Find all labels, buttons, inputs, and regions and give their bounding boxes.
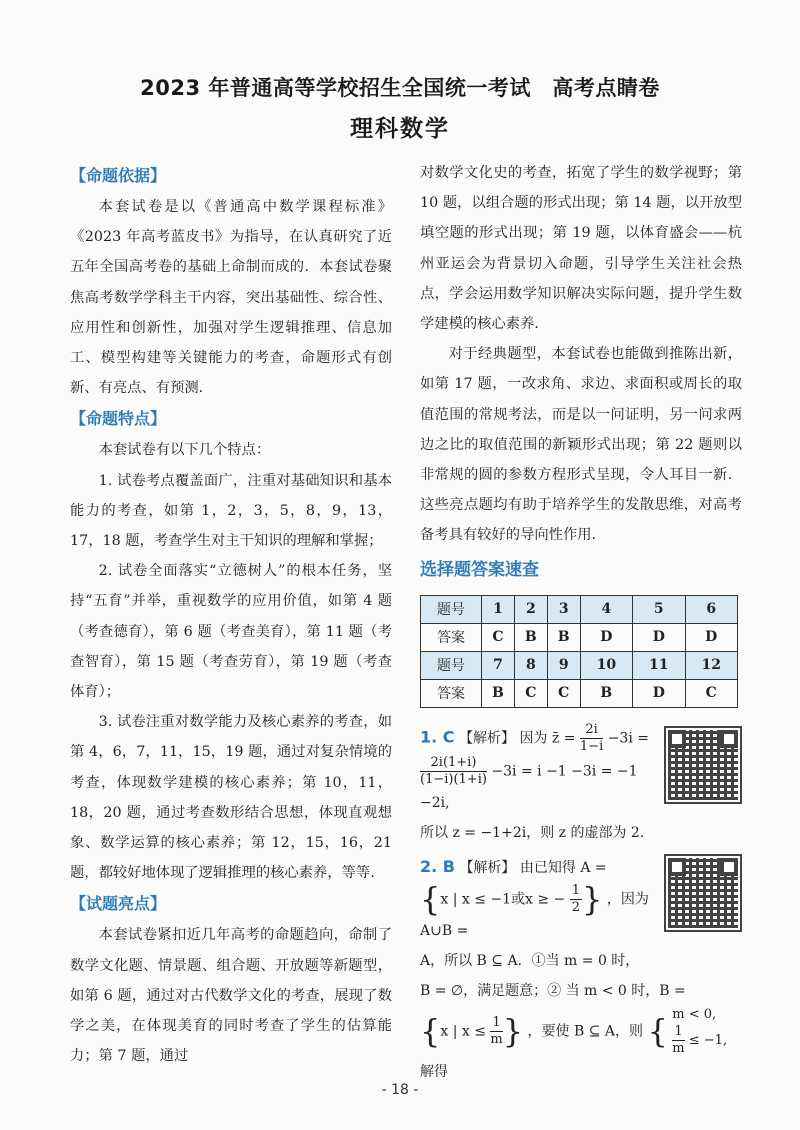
table-cell-label: 答案 [421,623,482,651]
table-cell: 4 [580,595,632,623]
qr-code-icon[interactable] [666,728,740,802]
solution-tag: 【解析】 [459,859,516,876]
table-cell: B [580,679,632,707]
table-cell: 11 [633,651,685,679]
table-cell: B [482,679,515,707]
table-cell: 9 [547,651,580,679]
table-cell: D [580,623,632,651]
table-cell: D [633,679,685,707]
table-cell: 5 [633,595,685,623]
solution-tag: 【解析】 [458,730,515,747]
paragraph-features-intro: 本套试卷有以下几个特点： [98,442,271,459]
fraction: $\frac{2i}{1-i}$ [579,721,604,754]
page-number: - 18 - [381,1082,419,1098]
fraction: $\frac{1}{2}$ [571,882,581,915]
right-column [420,158,742,1087]
section-heading-features: 【命题特点】 [70,409,167,429]
paragraph-classic: 对于经典题型，本套试卷也能做到推陈出新，如第 17 题，一改求角、求边、求面积或周长的取值范围的常规考法，而是以一问证明，另一问求两边之比的取值范围的新颖形式出现；第 22 题则以非常规的圆的参数方程形式呈现，令人耳目一新．这些亮点题均有助于培养学生的发散思维，对高考备考具有较好的导向性作用． [420,346,742,544]
table-row [421,679,738,707]
solution-2: 2. B 【解析】 由已知得 A = {x | x ≤ −1或x ≥ − $\frac{1}{2}$ } ，因为 A∪B = A，所以 B ⊆ A．①当 m = 0 时， B = ∅，满足题意；② 当 m < 0 时，B = {x | x ≤ $\frac{1}{m}$ } ，要使 B ⊆ A，则 { m < 0, $\frac{1}{m}$ ≤ −1, 解得 [420,852,742,1087]
answer-table [420,595,738,708]
table-cell: B [547,623,580,651]
table-cell-label: 答案 [421,679,482,707]
table-cell: C [685,679,738,707]
paragraph-feature-1: 1. 试卷考点覆盖面广，注重对基础知识和基本能力的考查，如第 1，2，3，5，8，9，13，17，18 题，考查学生对主干知识的理解和掌握； [70,472,392,550]
table-cell: 2 [514,595,547,623]
table-cell-label: 题号 [421,651,482,679]
solution-number: 2. B [420,856,455,876]
table-cell: 3 [547,595,580,623]
paragraph-basis: 本套试卷是以《普通高中数学课程标准》《2023 年高考蓝皮书》为指导，在认真研究了近五年全国高考卷的基础上命制而成的．本套试卷聚焦高考数学学科主干内容，突出基础性、综合性、应用性和创新性，加强对学生逻辑推理、信息加工、模型构建等关键能力的考查，命题形式有创新、有亮点、有预测． [70,199,392,397]
table-cell: 7 [482,651,515,679]
solution-number: 1. C [420,727,455,747]
table-cell: D [685,623,738,651]
table-cell: D [633,623,685,651]
fraction: $\frac{2i(1+i)}{(1-i)(1+i)}$ [420,754,487,787]
subject-title: 理科数学 [350,116,450,142]
table-cell: 12 [685,651,738,679]
paragraph-highlights: 本套试卷紧扣近几年高考的命题趋向，命制了数学文化题、情景题、组合题、开放题等新题型，如第 6 题，通过对古代数学文化的考查，展现了数学之美，在体现美育的同时考查了学生的估算能力；第 7 题，通过 [70,927,392,1065]
table-cell: C [482,623,515,651]
table-cell: 6 [685,595,738,623]
solution-1: 1. C 【解析】 因为 z̄ = $\frac{2i}{1-i}$ −3i = $\frac{2i(1+i)}{(1-i)(1+i)}$ −3i = i −1 −3i = −1 −2i, 所以 z = −1+2i，则 z 的虚部为 2. [420,722,742,848]
section-heading-highlights: 【试题亮点】 [70,894,167,914]
section-heading-basis: 【命题依据】 [70,166,167,185]
paragraph-feature-2: 2. 试卷全面落实“立德树人”的根本任务，坚持“五育”并举，重视数学的应用价值，如第 4 题（考查德育），第 6 题（考查美育），第 11 题（考查智育），第 15 题（考查劳育），第 19 题（考查体育）； [70,563,392,701]
table-cell: 8 [514,651,547,679]
table-cell: C [547,679,580,707]
qr-code-icon[interactable] [666,856,740,930]
paragraph-highlights-cont: 对数学文化史的考查，拓宽了学生的数学视野；第 10 题，以组合题的形式出现；第 14 题，以开放型填空题的形式出现；第 19 题，以体育盛会——杭州亚运会为背景切入命题，引导学生关注社会热点，学会运用数学知识解决实际问题，提升学生数学建模的核心素养． [420,165,742,333]
table-row [421,595,738,623]
table-cell: 10 [580,651,632,679]
paragraph-feature-3: 3. 试卷注重对数学能力及核心素养的考查，如第 4，6，7，11，15，19 题，通过对复杂情境的考查，体现数学建模的核心素养；第 10，11，18，20 题，通过考查数形结合思想，体现直观想象、数学运算的核心素养；第 12，15，16，21 题，都较好地体现了逻辑推理的核心素养，等等． [70,714,392,882]
table-row [421,623,738,651]
table-cell: C [514,679,547,707]
solution-1-conclusion: 所以 z = −1+2i，则 z 的虚部为 2. [420,824,645,841]
left-column [70,160,392,1071]
table-cell: B [514,623,547,651]
table-cell: 1 [482,595,515,623]
fraction: $\frac{1}{m}$ [490,1014,503,1047]
table-cell-label: 题号 [421,595,482,623]
table-row [421,651,738,679]
answer-key-title: 选择题答案速查 [420,559,539,580]
exam-title: 2023 年普通高等学校招生全国统一考试 高考点睛卷 [140,76,660,100]
